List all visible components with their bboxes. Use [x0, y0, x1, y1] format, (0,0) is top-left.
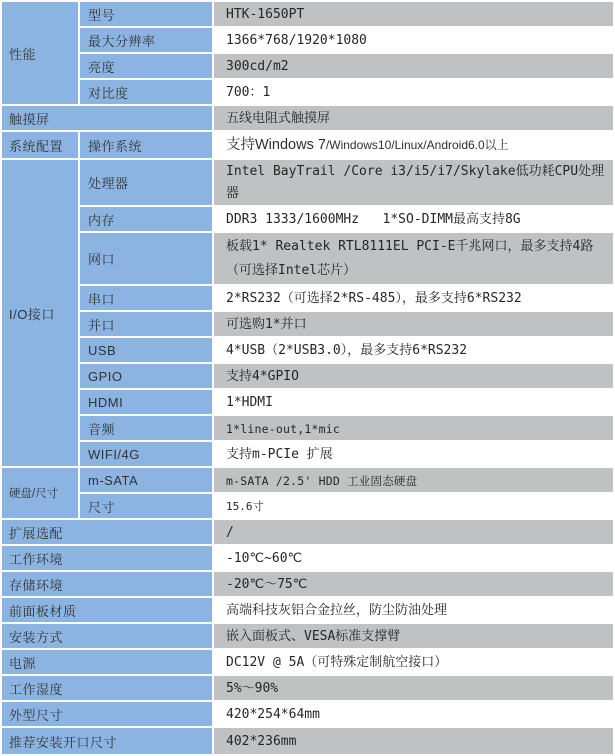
spec-label: 音频: [80, 416, 212, 440]
spec-category-power: 电源: [2, 650, 212, 674]
table-row: [2, 468, 613, 492]
spec-label: WIFI/4G: [80, 442, 212, 466]
spec-value-usb: 4*USB（2*USB3.0），最多支持6*RS232: [214, 338, 613, 362]
table-row: [2, 520, 613, 544]
table-row: [2, 106, 613, 130]
os-value-main: 支持Windows 7: [226, 137, 326, 153]
spec-label: 网口: [80, 233, 212, 284]
table-row: [2, 160, 613, 205]
spec-label: 串口: [80, 286, 212, 310]
spec-value: 700：1: [214, 80, 613, 104]
spec-value: /: [214, 520, 613, 544]
table-row: [2, 80, 613, 104]
spec-value: -10℃~60℃: [214, 546, 613, 570]
spec-label: GPIO: [80, 364, 212, 388]
spec-label: 最大分辨率: [80, 28, 212, 52]
spec-label: 操作系统: [80, 132, 212, 158]
spec-value-size: 15.6寸: [214, 494, 613, 518]
table-row: [2, 676, 613, 700]
spec-label: 对比度: [80, 80, 212, 104]
spec-value: 1*HDMI: [214, 390, 613, 414]
spec-category-storage-size: 硬盘/尺寸: [2, 468, 78, 518]
spec-label: 尺寸: [80, 494, 212, 518]
spec-category-dimensions: 外型尺寸: [2, 702, 212, 726]
spec-category-humidity: 工作湿度: [2, 676, 212, 700]
spec-category-storage-env: 存储环境: [2, 572, 212, 596]
table-row: [2, 494, 613, 518]
spec-value: 支持4*GPIO: [214, 364, 613, 388]
table-row: [2, 442, 613, 466]
spec-value: 300cd/m2: [214, 54, 613, 78]
table-row: [2, 207, 613, 231]
table-row: [2, 312, 613, 336]
spec-value-os: [214, 132, 613, 158]
spec-category-mounting: 安装方式: [2, 624, 212, 648]
spec-value-lan: 板载1* Realtek RTL8111EL PCI-E千兆网口，最多支持4路（可选择Intel芯片）: [214, 233, 613, 284]
table-row: [2, 364, 613, 388]
spec-label: 处理器: [80, 160, 212, 205]
table-row: [2, 2, 613, 26]
spec-value-memory: DDR3 1333/1600MHz 1*SO-DIMM最高支持8G: [214, 207, 613, 231]
spec-label: USB: [80, 338, 212, 362]
table-row: [2, 416, 613, 440]
table-row: [2, 546, 613, 570]
spec-value-audio: 1*line-out,1*mic: [214, 416, 613, 440]
spec-category-cutout: 推荐安装开口尺寸: [2, 728, 212, 754]
table-row: [2, 598, 613, 622]
table-row: [2, 132, 613, 158]
table-row: [2, 650, 613, 674]
spec-value-msata: m-SATA /2.5' HDD 工业固态硬盘: [214, 468, 613, 492]
table-row: [2, 286, 613, 310]
spec-value: 高端科技灰铝合金拉丝，防尘防油处理: [214, 598, 613, 622]
os-value-rest: /Windows10/Linux/Android6.0以上: [325, 138, 509, 152]
spec-value: 420*254*64mm: [214, 702, 613, 726]
spec-label: 亮度: [80, 54, 212, 78]
spec-value: 可选购1*并口: [214, 312, 613, 336]
table-row: [2, 728, 613, 754]
spec-value: 402*236mm: [214, 728, 613, 754]
spec-label: 并口: [80, 312, 212, 336]
spec-label: 型号: [80, 2, 212, 26]
spec-value-serial: 2*RS232（可选择2*RS-485），最多支持6*RS232: [214, 286, 613, 310]
table-row: [2, 54, 613, 78]
spec-category-front-panel: 前面板材质: [2, 598, 212, 622]
spec-category-expansion: 扩展选配: [2, 520, 212, 544]
spec-value: DC12V @ 5A（可特殊定制航空接口）: [214, 650, 613, 674]
spec-category-operating-env: 工作环境: [2, 546, 212, 570]
table-row: [2, 572, 613, 596]
spec-label: HDMI: [80, 390, 212, 414]
spec-value: 嵌入面板式、VESA标准支撑臂: [214, 624, 613, 648]
spec-category-system: 系统配置: [2, 132, 78, 158]
spec-category-io: I/O接口: [2, 160, 78, 466]
table-row: [2, 233, 613, 284]
spec-label: m-SATA: [80, 468, 212, 492]
spec-value: -20℃～75℃: [214, 572, 613, 596]
spec-value: 五线电阻式触摸屏: [214, 106, 613, 130]
spec-category-performance: 性能: [2, 2, 78, 104]
table-row: [2, 702, 613, 726]
spec-value-model: HTK-1650PT: [214, 2, 613, 26]
table-row: [2, 624, 613, 648]
spec-category-touchscreen: 触摸屏: [2, 106, 212, 130]
table-row: [2, 28, 613, 52]
spec-value: 1366*768/1920*1080: [214, 28, 613, 52]
table-row: [2, 390, 613, 414]
table-row: [2, 338, 613, 362]
spec-label: 内存: [80, 207, 212, 231]
spec-value-wifi: 支持m-PCIe 扩展: [214, 442, 613, 466]
spec-value-cpu: Intel BayTrail /Core i3/i5/i7/Skylake低功耗CPU处理器: [214, 160, 613, 205]
spec-value: 5%～90%: [214, 676, 613, 700]
